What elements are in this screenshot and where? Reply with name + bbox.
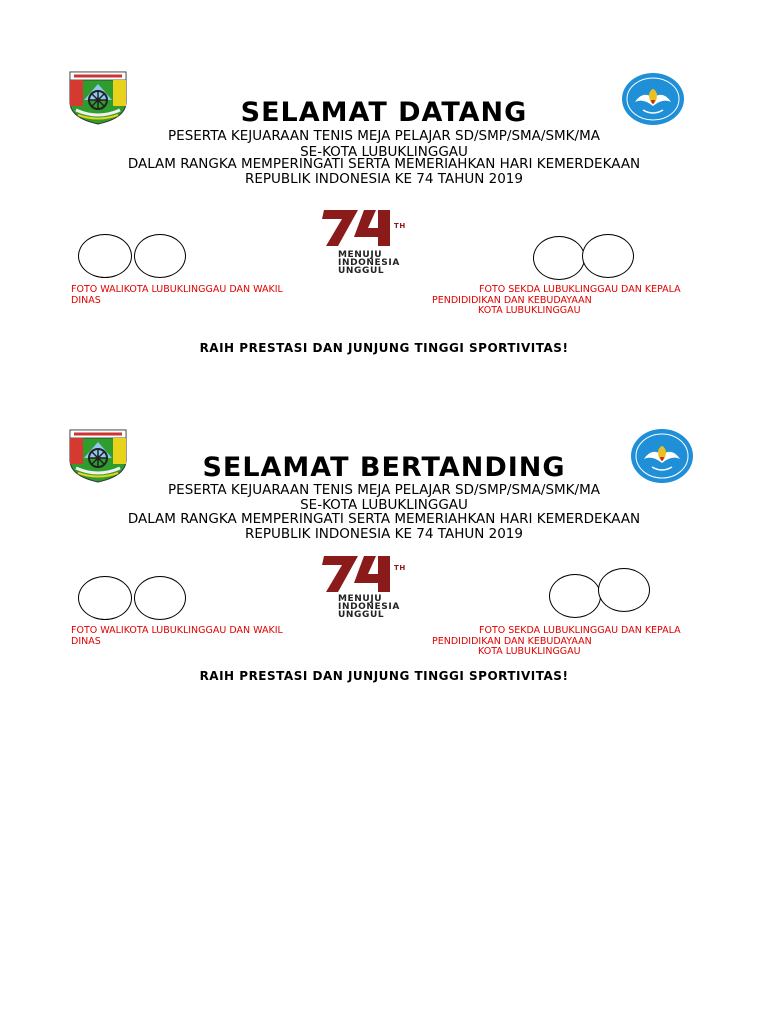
logo-tagline-2: INDONESIA — [338, 258, 400, 268]
event-line-1: PESERTA KEJUARAAN TENIS MEJA PELAJAR SD/SMP/SMA/SMK/MA — [168, 482, 600, 498]
event-line-3: DALAM RANGKA MEMPERINGATI SERTA MEMERIAHKAN HARI KEMERDEKAAN — [127, 511, 641, 527]
logo-tagline-1: MENUJU — [338, 250, 383, 260]
caption-right-line-1: FOTO SEKDA LUBUKLINGGAU DAN KEPALA — [479, 284, 681, 295]
caption-left-line-2: DINAS — [71, 635, 101, 647]
photo-placeholder-left-1 — [78, 576, 132, 620]
caption-right-line-3: KOTA LUBUKLINGGAU — [478, 305, 581, 316]
caption-right-line-3: KOTA LUBUKLINGGAU — [478, 646, 581, 657]
photo-placeholder-right-1 — [549, 574, 601, 618]
caption-right-line-2: PENDIDIDIKAN DAN KEBUDAYAAN — [432, 635, 592, 647]
caption-left-line-1: FOTO WALIKOTA LUBUKLINGGAU DAN WAKIL — [71, 625, 283, 636]
slogan: RAIH PRESTASI DAN JUNJUNG TINGGI SPORTIVITAS! — [199, 341, 569, 355]
caption-left-line-2: DINAS — [71, 294, 101, 306]
logo-tagline-3: UNGGUL — [338, 266, 385, 276]
logo-th: TH — [394, 564, 406, 572]
photo-placeholder-right-2 — [598, 568, 650, 612]
caption-left-line-1: FOTO WALIKOTA LUBUKLINGGAU DAN WAKIL — [71, 284, 283, 295]
photo-placeholder-right-2 — [582, 234, 634, 278]
event-line-2: SE-KOTA LUBUKLINGGAU — [300, 497, 468, 513]
logo-tagline-2: INDONESIA — [338, 602, 400, 612]
banner-competition — [0, 418, 768, 718]
banner-welcome — [0, 60, 768, 360]
logo-th: TH — [394, 222, 406, 230]
caption-right-line-2: PENDIDIDIKAN DAN KEBUDAYAAN — [432, 294, 592, 306]
banner-title: SELAMAT BERTANDING — [202, 452, 566, 483]
event-line-4: REPUBLIK INDONESIA KE 74 TAHUN 2019 — [244, 171, 523, 187]
caption-right — [432, 285, 712, 317]
banner-title: SELAMAT DATANG — [240, 97, 528, 128]
photo-placeholder-left-1 — [78, 234, 132, 278]
caption-right — [432, 626, 712, 658]
event-line-3: DALAM RANGKA MEMPERINGATI SERTA MEMERIAHKAN HARI KEMERDEKAAN — [127, 156, 641, 172]
photo-placeholder-right-1 — [533, 236, 585, 280]
logo-tagline-3: UNGGUL — [338, 610, 385, 620]
slogan: RAIH PRESTASI DAN JUNJUNG TINGGI SPORTIVITAS! — [199, 669, 569, 683]
caption-left — [71, 626, 331, 647]
hut-ri-74-logo — [318, 206, 428, 276]
event-line-2: SE-KOTA LUBUKLINGGAU — [300, 144, 468, 160]
event-line-1: PESERTA KEJUARAAN TENIS MEJA PELAJAR SD/SMP/SMA/SMK/MA — [168, 128, 600, 144]
photo-placeholder-left-2 — [134, 576, 186, 620]
logo-tagline-1: MENUJU — [338, 594, 383, 604]
hut-ri-74-logo — [318, 552, 428, 620]
event-line-4: REPUBLIK INDONESIA KE 74 TAHUN 2019 — [244, 526, 523, 542]
caption-left — [71, 285, 331, 306]
caption-right-line-1: FOTO SEKDA LUBUKLINGGAU DAN KEPALA — [479, 625, 681, 636]
photo-placeholder-left-2 — [134, 234, 186, 278]
